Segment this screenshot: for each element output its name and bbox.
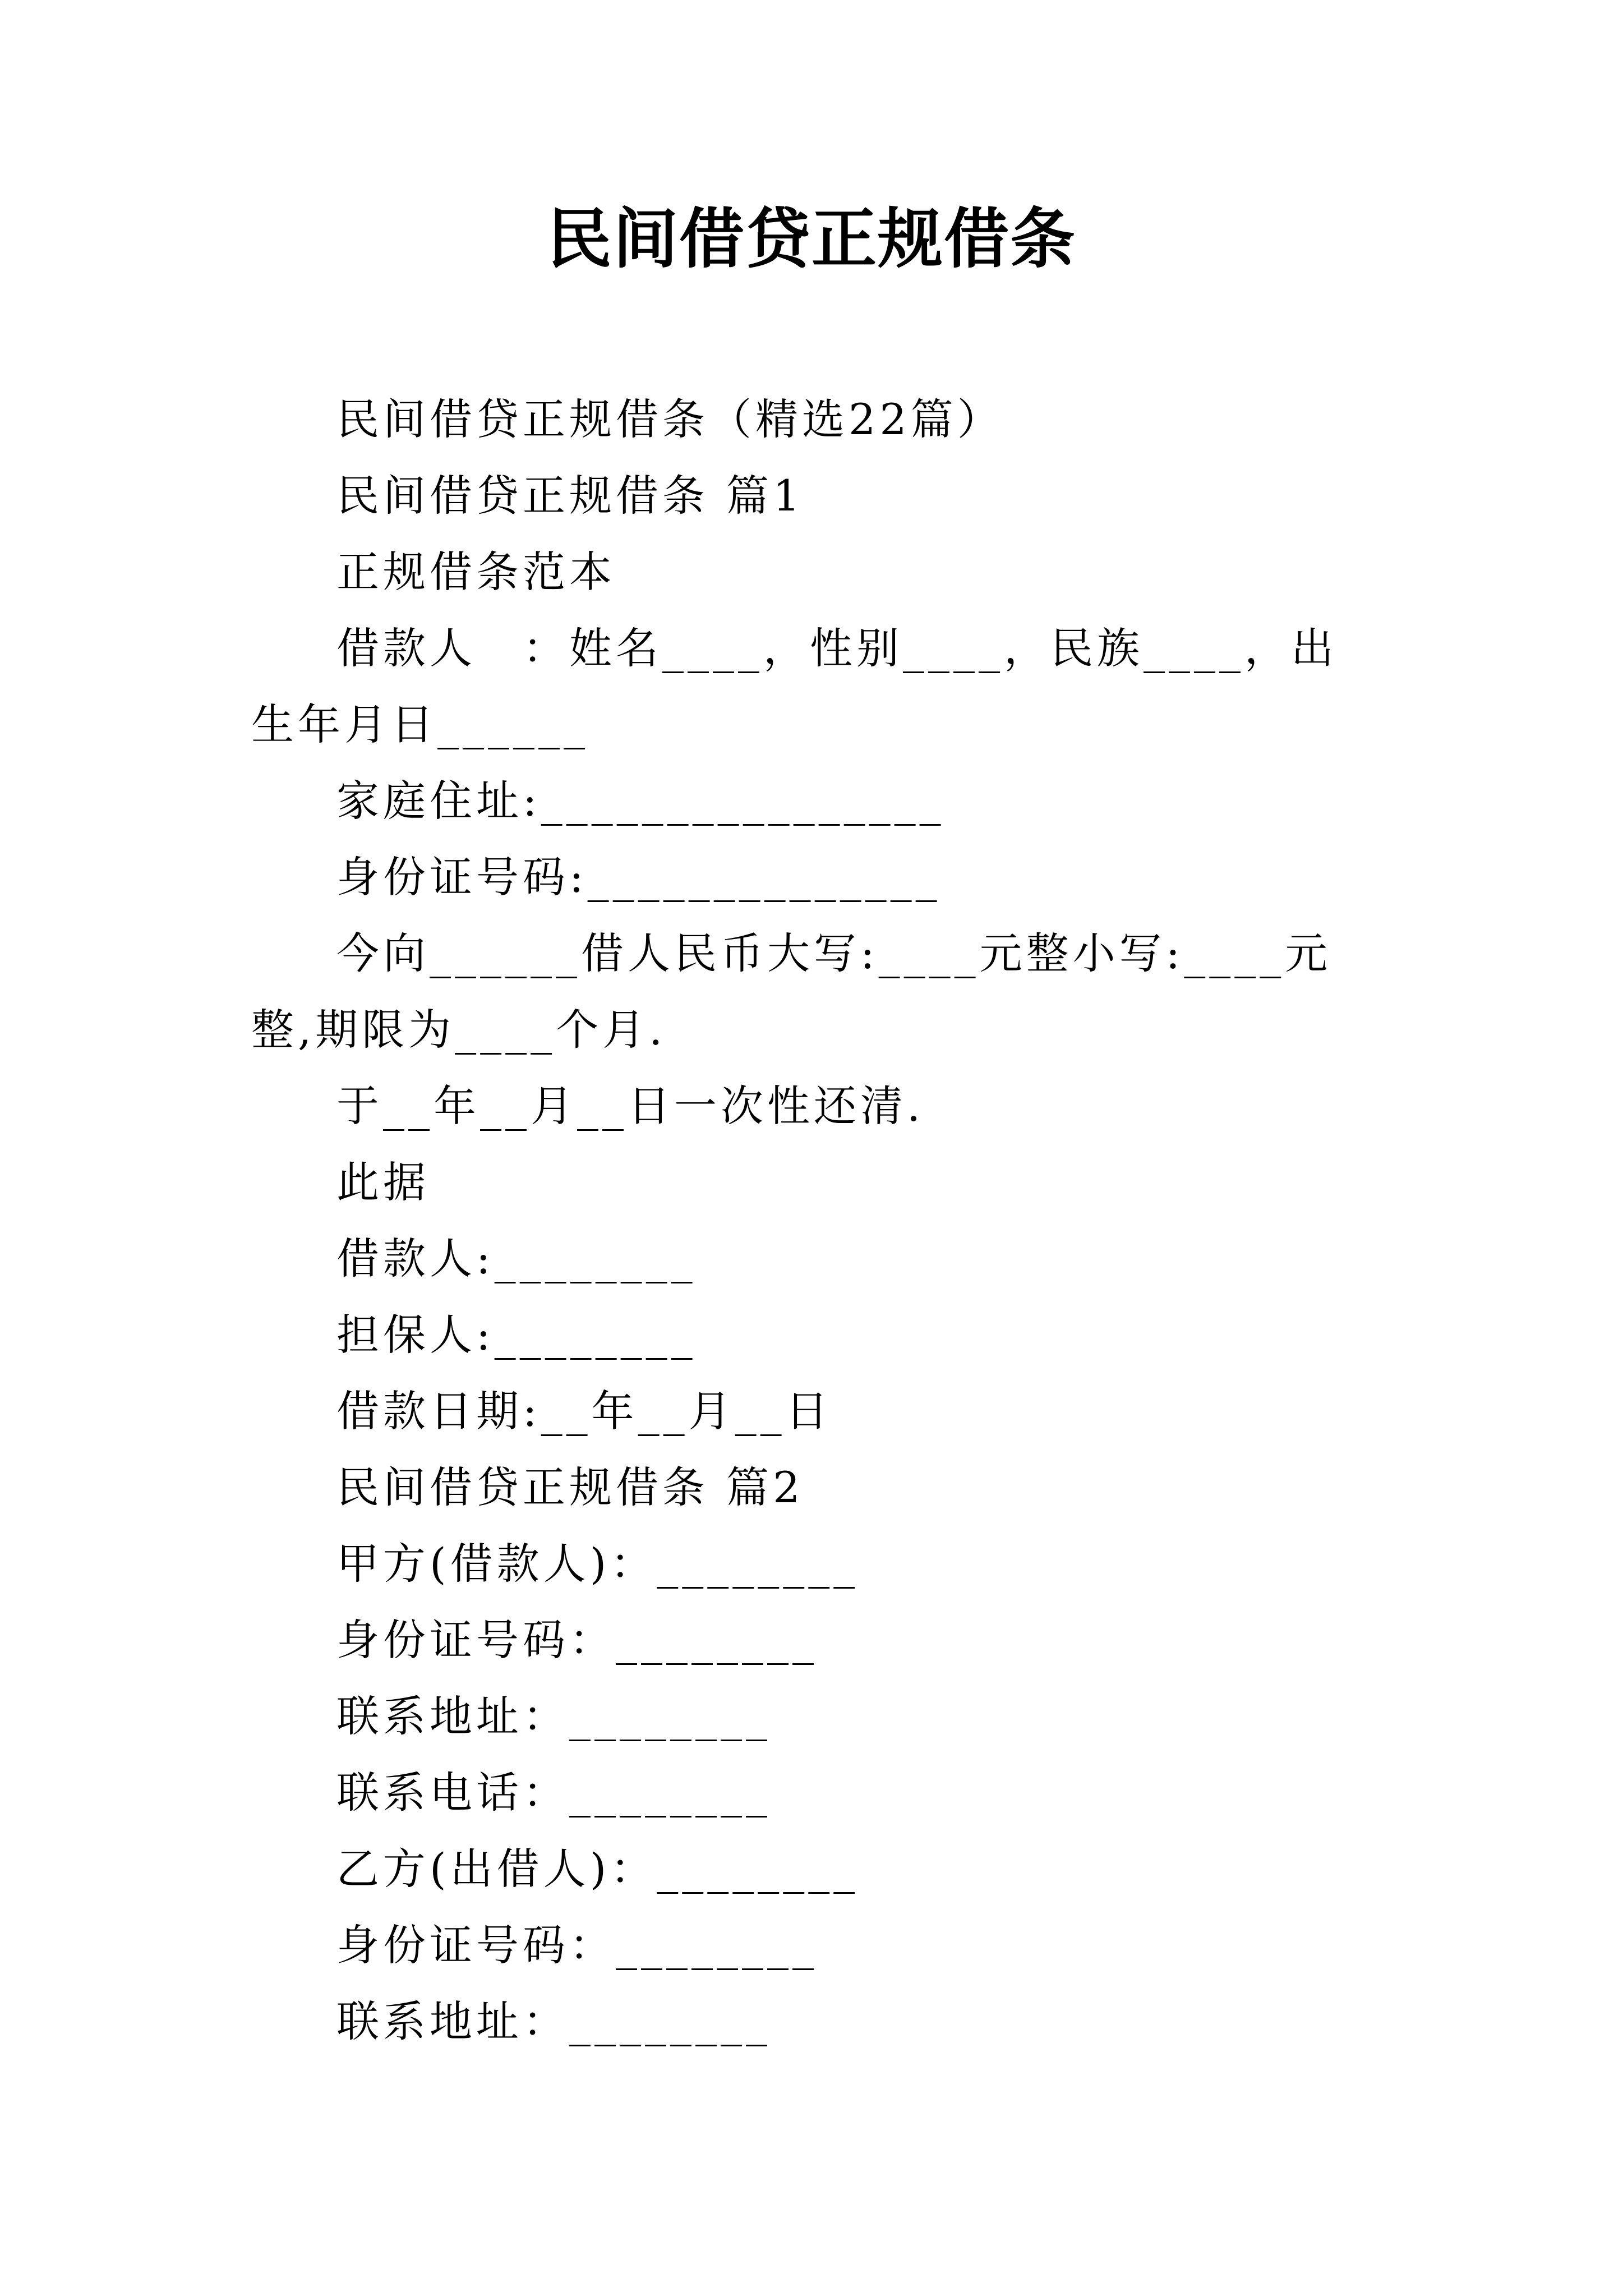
text-line: 此据 bbox=[336, 1157, 430, 1207]
text-line: 正规借条范本 bbox=[336, 547, 616, 597]
text-line: 乙方(出借人)：________ bbox=[336, 1844, 859, 1894]
text-line: 身份证号码：________ bbox=[336, 1615, 818, 1665]
section-heading: 民间借贷正规借条 篇2 bbox=[336, 1462, 804, 1512]
text-line: 身份证号码:______________ bbox=[336, 852, 941, 902]
text-line: 身份证号码：________ bbox=[336, 1920, 818, 1970]
text-line: 联系电话：________ bbox=[336, 1768, 771, 1818]
text-line: 今向______借人民币大写:____元整小写:____元整,期限为____个月. bbox=[251, 928, 1332, 1055]
text-line: 借款日期:__年__月__日 bbox=[336, 1386, 832, 1436]
document-body bbox=[251, 381, 1373, 2060]
text-line: 担保人:________ bbox=[336, 1310, 697, 1360]
text-line: 家庭住址:________________ bbox=[336, 776, 945, 826]
document-title: 民间借贷正规借条 bbox=[547, 201, 1076, 277]
text-line: 民间借贷正规借条（精选22篇） bbox=[336, 394, 1004, 444]
section-heading: 民间借贷正规借条 篇1 bbox=[336, 471, 804, 521]
text-line: 联系地址：________ bbox=[336, 1996, 771, 2046]
text-line: 借款人:________ bbox=[336, 1234, 697, 1283]
text-line: 借款人 ：姓名____，性别____，民族____，出生年月日______ bbox=[251, 623, 1338, 749]
text-line: 联系地址：________ bbox=[336, 1691, 771, 1741]
text-line: 甲方(借款人)：________ bbox=[336, 1539, 859, 1589]
text-line: 于__年__月__日一次性还清. bbox=[336, 1081, 925, 1131]
